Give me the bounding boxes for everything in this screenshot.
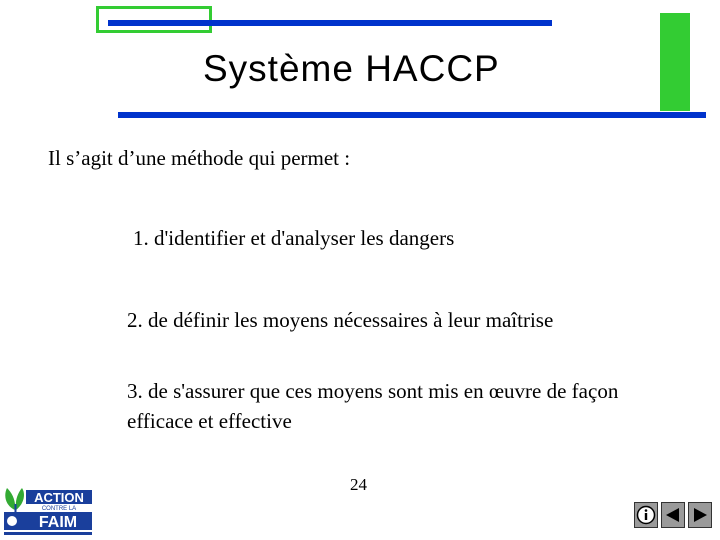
list-item-1: 1. d'identifier et d'analyser les dangers	[133, 226, 455, 250]
previous-button[interactable]	[661, 502, 685, 528]
triangle-right-icon	[690, 505, 710, 525]
slide-title: Système HACCP	[203, 48, 500, 89]
navigation-buttons	[634, 502, 712, 528]
decor-green-bar	[660, 13, 690, 111]
info-button[interactable]	[634, 502, 658, 528]
list-item-3: 3. de s'assurer que ces moyens sont mis en œuvre de façon efficace et effective	[127, 379, 619, 433]
triangle-left-icon	[663, 505, 683, 525]
action-contre-la-faim-logo	[2, 484, 94, 536]
plant-icon	[5, 488, 24, 514]
svg-text:FAIM: FAIM	[38, 514, 78, 531]
list-item-2: 2. de définir les moyens nécessaires à leur maîtrise	[127, 308, 554, 332]
next-button[interactable]	[688, 502, 712, 528]
page-number: 24	[350, 475, 367, 494]
svg-text:CONTRE LA: CONTRE LA	[41, 506, 77, 512]
svg-text:ACTION: ACTION	[34, 490, 84, 505]
decor-blue-line-top	[108, 20, 552, 26]
decor-blue-line-bottom	[118, 112, 706, 118]
slide-intro: Il s’agit d’une méthode qui permet :	[48, 146, 351, 170]
info-icon	[636, 505, 656, 525]
